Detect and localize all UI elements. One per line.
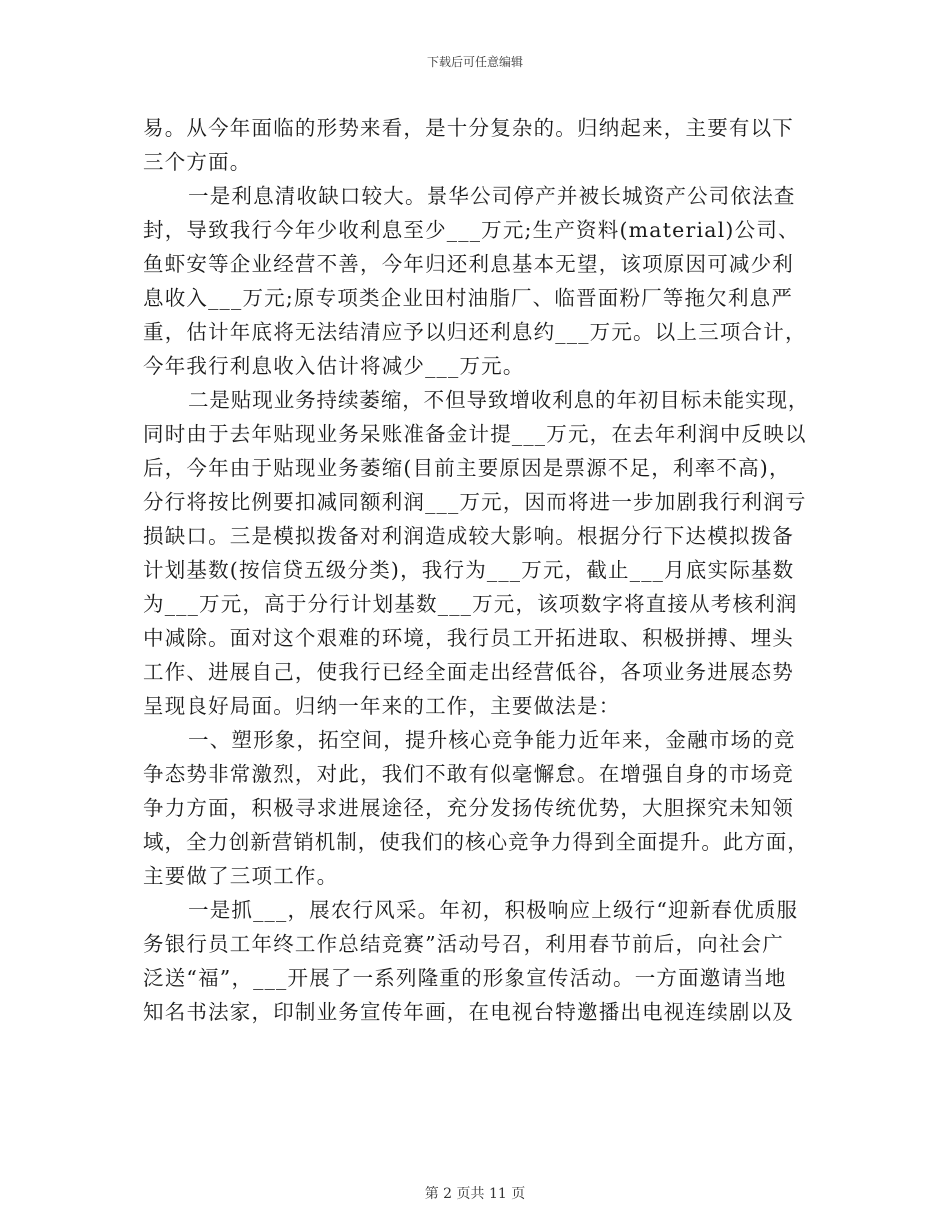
text-line: 后，今年由于贴现业务萎缩(目前主要原因是票源不足，利率不高)， <box>143 456 791 480</box>
text-line: 重，估计年底将无法结清应予以归还利息约___万元。以上三项合计， <box>143 320 807 344</box>
paragraph-first-line: 一是抓___，展农行风采。年初，积极响应上级行“迎新春优质服 <box>188 898 799 922</box>
text-line: 计划基数(按信贷五级分类)，我行为___万元，截止___月底实际基数 <box>143 558 795 582</box>
page-header: 下载后可任意编辑 <box>426 55 523 69</box>
text-line: 呈现良好局面。归纳一年来的工作，主要做法是： <box>143 694 621 718</box>
text-line: 争力方面，积极寻求进展途径，充分发扬传统优势，大胆探究未知领 <box>143 796 794 820</box>
text-line: 主要做了三项工作。 <box>143 864 339 888</box>
text-line: 争态势非常激烈，对此，我们不敢有似毫懈怠。在增强自身的市场竞 <box>143 762 794 786</box>
text-line: 域，全力创新营销机制，使我们的核心竞争力得到全面提升。此方面， <box>143 830 809 854</box>
text-line: 工作、进展自己，使我行已经全面走出经营低谷，各项业务进展态势 <box>143 660 794 684</box>
document-body <box>143 111 809 1029</box>
text-line: 为___万元，高于分行计划基数___万元，该项数字将直接从考核利润 <box>143 592 798 616</box>
text-line: 三个方面。 <box>143 150 252 174</box>
paragraph-first-line: 二是贴现业务持续萎缩，不但导致增收利息的年初目标未能实现， <box>188 388 810 412</box>
text-line: 封，导致我行今年少收利息至少___万元;生产资料(material)公司、 <box>143 218 800 242</box>
text-line: 鱼虾安等企业经营不善，今年归还利息基本无望，该项原因可减少利 <box>143 252 794 276</box>
text-line: 易。从今年面临的形势来看，是十分复杂的。归纳起来，主要有以下 <box>143 116 794 140</box>
text-line: 息收入___万元;原专项类企业田村油脂厂、临晋面粉厂等拖欠利息严 <box>143 286 794 310</box>
text-line: 分行将按比例要扣减同额利润___万元，因而将进一步加剧我行利润亏 <box>143 490 807 514</box>
paragraph-first-line: 一是利息清收缺口较大。景华公司停产并被长城资产公司依法查 <box>188 184 796 208</box>
text-line: 泛送“福”，___开展了一系列隆重的形象宣传活动。一方面邀请当地 <box>143 966 787 990</box>
text-line: 中减除。面对这个艰难的环境，我行员工开拓进取、积极拼搏、埋头 <box>143 626 794 650</box>
page-number: 第 2 页共 11 页 <box>424 1186 526 1202</box>
text-line: 务银行员工年终工作总结竞赛”活动号召，利用春节前后，向社会广 <box>143 932 784 956</box>
text-line: 今年我行利息收入估计将减少___万元。 <box>143 354 525 378</box>
text-line: 知名书法家，印制业务宣传年画，在电视台特邀播出电视连续剧以及 <box>143 1000 794 1024</box>
text-line: 同时由于去年贴现业务呆账准备金计提___万元，在去年利润中反映以 <box>143 422 807 446</box>
paragraph-first-line: 一、塑形象，拓空间，提升核心竞争能力近年来，金融市场的竞 <box>188 728 796 752</box>
text-line: 损缺口。三是模拟拨备对利润造成较大影响。根据分行下达模拟拨备 <box>143 524 794 548</box>
